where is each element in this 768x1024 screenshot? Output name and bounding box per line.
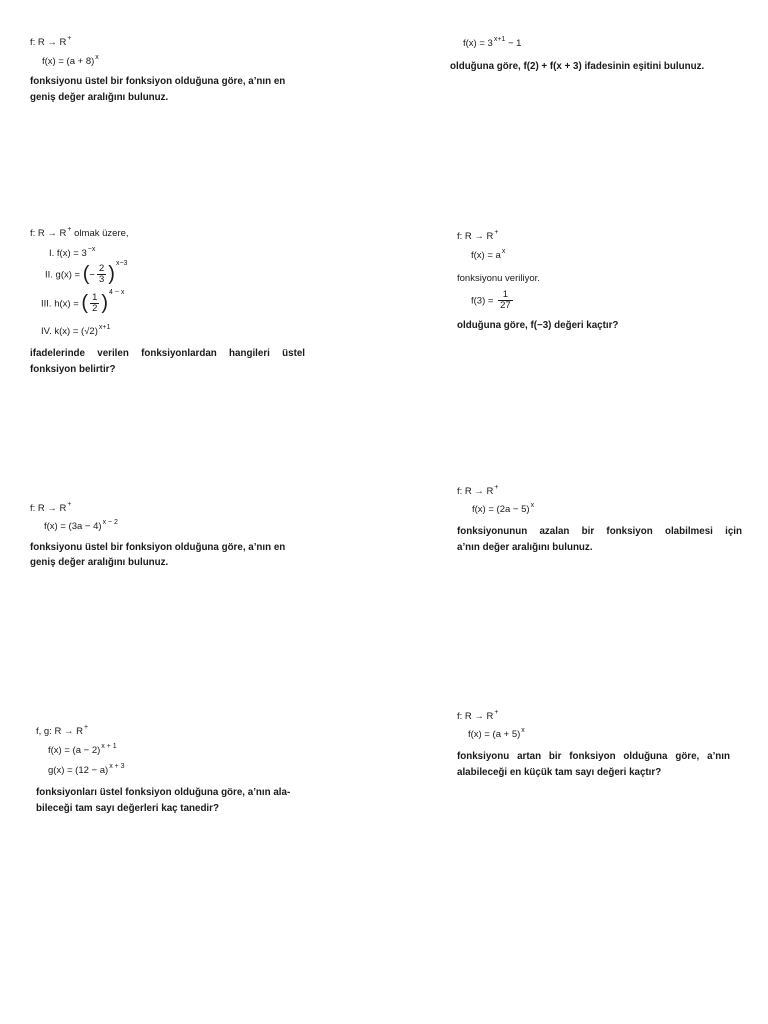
q3-item-ii: II. g(x) = (− $\frac{2}{3}$ )$^{x-3}$ <box>45 260 128 286</box>
q5-function: $f(x) = (3a - 4)^{x - 2}$ <box>44 519 118 532</box>
q6-domain: f: R → R+ <box>457 484 499 497</box>
q6-function: $f(x) = (2a - 5)^x$ <box>472 502 535 515</box>
q8-domain: f: R → R+ <box>457 709 499 722</box>
q2-text-1: olduğuna göre, f(2) + f(x + 3) ifadesinin eşitini bulunuz. <box>450 61 705 72</box>
q1-function: $f(x) = (a + 8)^x$ <box>42 54 99 67</box>
q5-text-2: geniş değer aralığını bulunuz. <box>30 557 169 568</box>
q4-text-2: olduğuna göre, f(−3) değeri kaçtır? <box>457 320 619 331</box>
q7-text-1: fonksiyonları üstel fonksiyon olduğuna göre, a’nın ala- <box>36 787 291 798</box>
q4-function: $f(x) = a^x$ <box>471 248 506 261</box>
q1-text-2: geniş değer aralığını bulunuz. <box>30 92 169 103</box>
q5-domain: f: R → R+ <box>30 501 72 514</box>
q6-text-2: a’nın değer aralığını bulunuz. <box>457 542 593 553</box>
q5-text-1: fonksiyonu üstel bir fonksiyon olduğuna göre, a’nın en <box>30 542 286 553</box>
q8-text-2: alabileceği en küçük tam sayı değeri kaçtır? <box>457 767 662 778</box>
q4-given-value: f(3) = $\frac{1}{27}$ <box>471 289 511 312</box>
q3-domain: f: R → R+ olmak üzere, <box>30 226 129 239</box>
q7-text-2: bileceği tam sayı değerleri kaç tanedir? <box>36 803 219 814</box>
q1-domain: f: R → R+ <box>30 35 72 48</box>
q4-text-1: fonksiyonu veriliyor. <box>457 273 540 284</box>
q3-item-iii: III. h(x) = ( $\frac{1}{2}$ )$^{4 - x}$ <box>41 289 125 315</box>
q7-function-f: $f(x) = (a - 2)^{x + 1}$ <box>48 743 117 756</box>
q7-function-g: $g(x) = (12 - a)^{x + 3}$ <box>48 763 125 776</box>
q3-text-2: fonksiyon belirtir? <box>30 364 116 375</box>
q3-item-i: I. $f(x) = 3^{-x}$ <box>49 246 96 259</box>
q1-text-1: fonksiyonu üstel bir fonksiyon olduğuna göre, a’nın en <box>30 76 286 87</box>
q4-domain: f: R → R+ <box>457 229 499 242</box>
q8-text-1: fonksiyonu artan bir fonksiyon olduğuna göre, a’nın <box>457 751 730 762</box>
q3-text-1: ifadelerinde verilen fonksiyonlardan hangileri üstel <box>30 348 305 359</box>
q8-function: $f(x) = (a + 5)^x$ <box>468 727 525 740</box>
q6-text-1: fonksiyonunun azalan bir fonksiyon olabilmesi için <box>457 526 742 537</box>
q2-function: $f(x) = 3^{x+1} - 1$ <box>463 36 522 49</box>
q7-domain: f, g: R → R+ <box>36 724 89 737</box>
q3-item-iv: IV. $k(x) = (√2)^{x+1}$ <box>41 324 111 337</box>
